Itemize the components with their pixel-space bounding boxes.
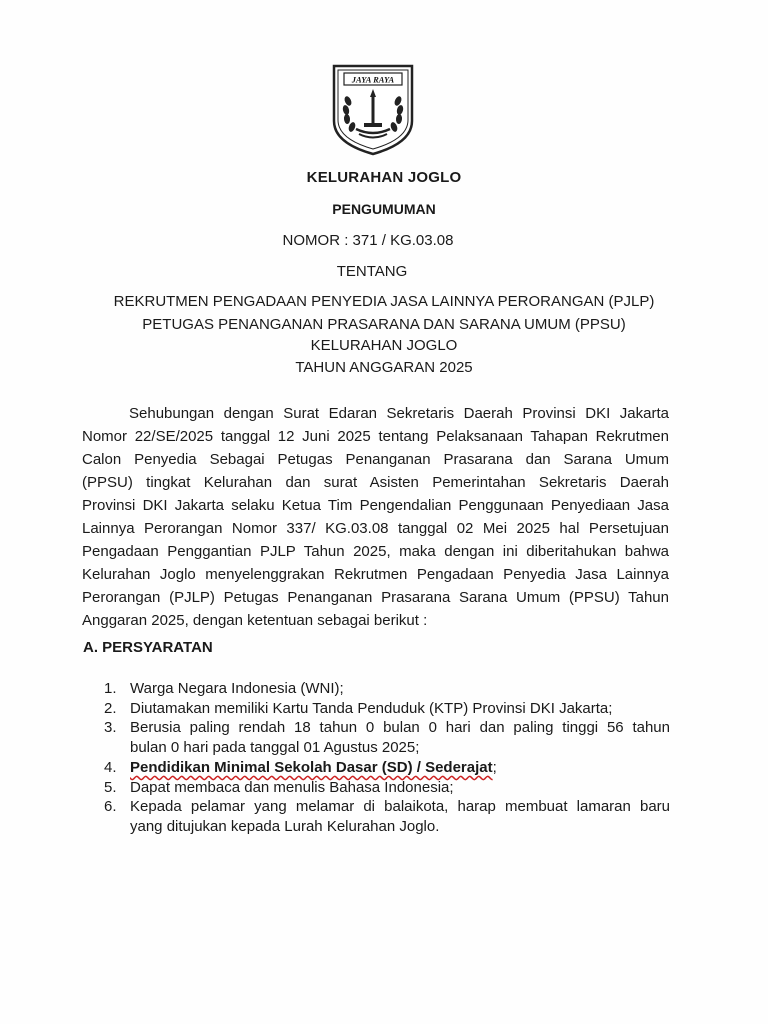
about-label: TENTANG — [336, 263, 408, 280]
section-heading: A. PERSYARATAN — [83, 639, 213, 656]
list-text: Kepada pelamar yang melamar di balaikota, harap membuat lamaran baru — [130, 798, 670, 815]
list-text: Dapat membaca dan menulis Bahasa Indonesia; — [130, 779, 454, 796]
document-number: NOMOR : 371 / KG.03.08 — [282, 232, 454, 249]
emblem-text: JAYA RAYA — [351, 74, 395, 85]
paragraph-line: Sehubungan dengan Surat Edaran Sekretaris Daerah Provinsi DKI Jakarta — [129, 405, 669, 422]
office-name: KELURAHAN JOGLO — [306, 169, 462, 186]
list-text-tail: ; — [492, 759, 497, 776]
paragraph-line: Kelurahan Joglo menyelenggrakan Rekrutmen Pengadaan Penyedia Jasa Lainnya — [82, 566, 669, 583]
subject-line: TAHUN ANGGARAN 2025 — [295, 359, 473, 376]
paragraph-line: Anggaran 2025, dengan ketentuan sebagai berikut : — [82, 612, 428, 629]
subject-line: PETUGAS PENANGANAN PRASARANA DAN SARANA UMUM (PPSU) — [142, 316, 626, 333]
list-text-group — [130, 758, 497, 778]
subject-line: REKRUTMEN PENGADAAN PENYEDIA JASA LAINNYA PERORANGAN (PJLP) — [113, 293, 655, 310]
paragraph-line: Lainnya Perorangan Nomor 337/ KG.03.08 tanggal 02 Mei 2025 hal Persetujuan — [82, 520, 669, 537]
paragraph-line: (PPSU) tingkat Kelurahan dan surat Asisten Pemerintahan Sekretaris Daerah — [82, 474, 669, 491]
paragraph-line: Provinsi DKI Jakarta selaku Ketua Tim Pengendalian Penggunaan Penyediaan Jasa — [82, 497, 669, 514]
list-text-bold: Pendidikan Minimal Sekolah Dasar (SD) / Sederajat — [130, 759, 493, 776]
list-number: 1. — [104, 680, 117, 697]
list-text: Warga Negara Indonesia (WNI); — [130, 680, 344, 697]
list-number: 3. — [104, 719, 117, 736]
list-number: 6. — [104, 798, 117, 815]
list-number: 4. — [104, 759, 117, 776]
list-text-continued: bulan 0 hari pada tanggal 01 Agustus 2025; — [130, 739, 420, 756]
paragraph-line: Calon Penyedia Sebagai Petugas Penanganan Prasarana dan Sarana Umum — [82, 451, 669, 468]
list-text-continued: yang ditujukan kepada Lurah Kelurahan Joglo. — [130, 818, 440, 835]
list-number: 5. — [104, 779, 117, 796]
announcement-title: PENGUMUMAN — [332, 201, 436, 217]
paragraph-line: Pengadaan Penggantian PJLP Tahun 2025, maka dengan ini diberitahukan bahwa — [82, 543, 669, 560]
paragraph-line: Perorangan (PJLP) Petugas Penanganan Prasarana Sarana Umum (PPSU) Tahun — [82, 589, 669, 606]
list-text: Berusia paling rendah 18 tahun 0 bulan 0 hari dan paling tinggi 56 tahun — [130, 719, 670, 736]
list-text: Diutamakan memiliki Kartu Tanda Penduduk (KTP) Provinsi DKI Jakarta; — [130, 700, 613, 717]
jaya-raya-emblem — [331, 63, 415, 157]
subject-line: KELURAHAN JOGLO — [310, 337, 458, 354]
list-number: 2. — [104, 700, 117, 717]
paragraph-line: Nomor 22/SE/2025 tanggal 12 Juni 2025 tentang Pelaksanaan Tahapan Rekrutmen — [82, 428, 669, 445]
